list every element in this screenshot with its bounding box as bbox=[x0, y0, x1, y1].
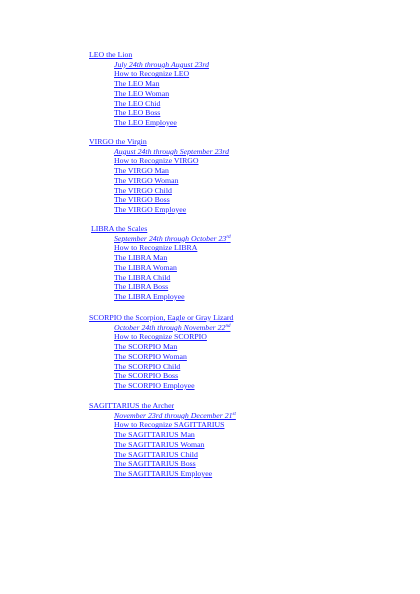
woman-link[interactable]: The SAGITTARIUS Woman bbox=[114, 439, 205, 449]
dates-link[interactable] bbox=[114, 411, 236, 421]
boss-link[interactable]: The VIRGO Boss bbox=[114, 195, 170, 205]
man-link[interactable]: The LIBRA Man bbox=[114, 253, 168, 263]
man-link[interactable]: The SAGITTARIUS Man bbox=[114, 430, 195, 440]
child-link[interactable]: The SCORPIO Child bbox=[114, 361, 181, 371]
section-sagittarius bbox=[89, 401, 236, 479]
sign-title-link[interactable]: LEO the Lion bbox=[89, 50, 133, 59]
sign-title-link[interactable]: SCORPIO the Scorpion, Eagle or Gray Lizard bbox=[89, 313, 234, 322]
man-link[interactable]: The LEO Man bbox=[114, 79, 160, 89]
woman-link[interactable]: The LIBRA Woman bbox=[114, 262, 177, 272]
recognize-link[interactable]: How to Recognize SAGITTARIUS bbox=[114, 420, 225, 430]
sign-links bbox=[114, 147, 229, 215]
employee-link[interactable]: The VIRGO Employee bbox=[114, 204, 187, 214]
woman-link[interactable]: The VIRGO Woman bbox=[114, 175, 179, 185]
dates-suffix: rd bbox=[226, 234, 231, 240]
employee-link[interactable]: The LIBRA Employee bbox=[114, 291, 185, 301]
employee-link[interactable]: The LEO Employee bbox=[114, 117, 177, 127]
dates-text: September 24th through October 23 bbox=[114, 233, 227, 243]
employee-link[interactable]: The SCORPIO Employee bbox=[114, 380, 195, 390]
woman-link[interactable]: The LEO Woman bbox=[114, 88, 170, 98]
sign-links bbox=[114, 323, 233, 391]
sign-title-link[interactable]: SAGITTARIUS the Archer bbox=[89, 401, 175, 410]
boss-link[interactable]: The SAGITTARIUS Boss bbox=[114, 459, 196, 469]
dates-text: July 24th through August 23rd bbox=[114, 59, 210, 69]
child-link[interactable]: The VIRGO Child bbox=[114, 185, 172, 195]
dates-suffix: st bbox=[232, 411, 236, 417]
dates-suffix: nd bbox=[225, 323, 231, 329]
recognize-link[interactable]: How to Recognize LEO bbox=[114, 69, 190, 79]
dates-link[interactable] bbox=[114, 234, 231, 244]
man-link[interactable]: The SCORPIO Man bbox=[114, 342, 178, 352]
boss-link[interactable]: The SCORPIO Boss bbox=[114, 371, 179, 381]
sign-links bbox=[114, 234, 231, 302]
section-virgo bbox=[89, 137, 229, 215]
section-scorpio bbox=[89, 313, 233, 391]
boss-link[interactable]: The LIBRA Boss bbox=[114, 282, 169, 292]
dates-text: November 23rd through December 21 bbox=[114, 410, 233, 420]
dates-link[interactable] bbox=[114, 60, 209, 70]
child-link[interactable]: The LIBRA Child bbox=[114, 272, 171, 282]
woman-link[interactable]: The SCORPIO Woman bbox=[114, 351, 187, 361]
dates-link[interactable] bbox=[114, 323, 233, 333]
sign-links bbox=[114, 411, 236, 479]
sign-title-link[interactable]: VIRGO the Virgin bbox=[89, 137, 147, 146]
recognize-link[interactable]: How to Recognize LIBRA bbox=[114, 243, 198, 253]
section-leo bbox=[89, 50, 209, 128]
recognize-link[interactable]: How to Recognize VIRGO bbox=[114, 156, 199, 166]
recognize-link[interactable]: How to Recognize SCORPIO bbox=[114, 332, 207, 342]
man-link[interactable]: The VIRGO Man bbox=[114, 166, 169, 176]
employee-link[interactable]: The SAGITTARIUS Employee bbox=[114, 468, 213, 478]
dates-text: August 24th through September 23rd bbox=[114, 146, 230, 156]
sign-title-link[interactable]: LIBRA the Scales bbox=[91, 224, 148, 233]
boss-link[interactable]: The LEO Boss bbox=[114, 108, 161, 118]
child-link[interactable]: The LEO Chid bbox=[114, 98, 161, 108]
dates-link[interactable] bbox=[114, 147, 229, 157]
dates-text: October 24th through November 22 bbox=[114, 322, 226, 332]
section-libra bbox=[91, 224, 231, 302]
sign-links bbox=[114, 60, 209, 128]
child-link[interactable]: The SAGITTARIUS Child bbox=[114, 449, 198, 459]
